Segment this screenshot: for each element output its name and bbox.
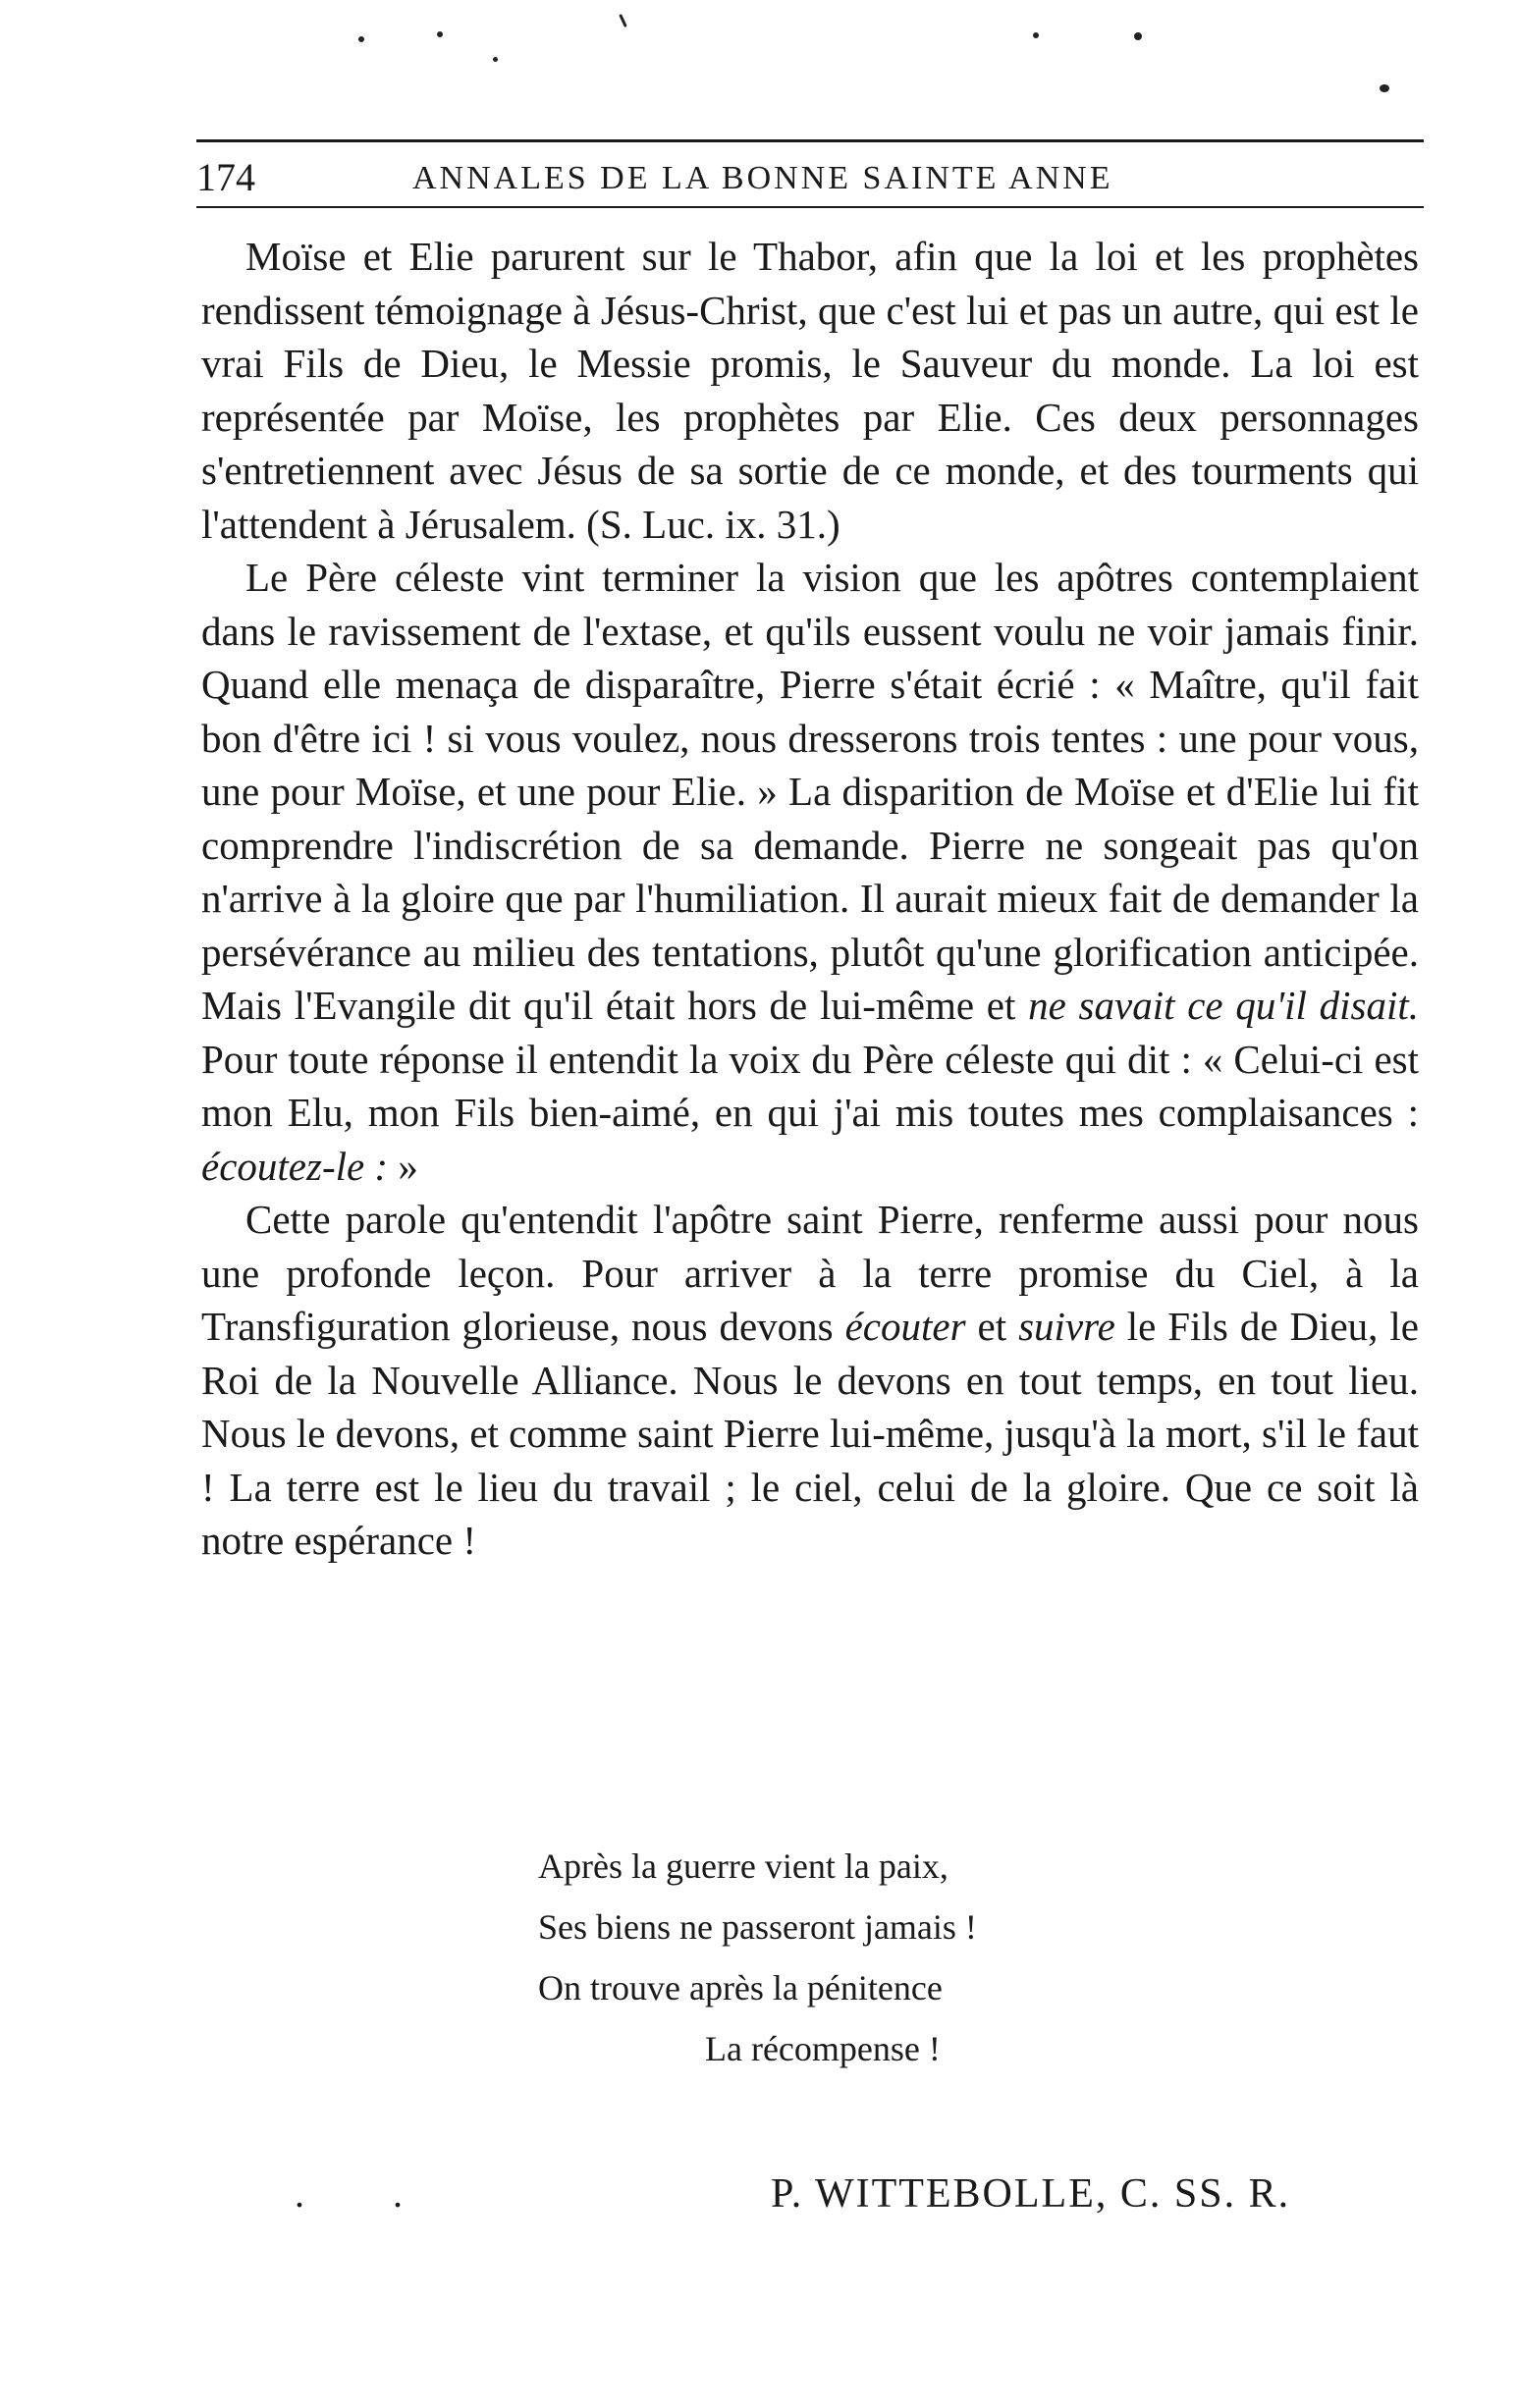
paragraph-3-text-end: le Fils de Dieu, le Roi de la Nouvelle Alliance. Nous le devons en tout temps, en tout lieu. Nous le devons, et comme saint Pierre lui-même, jusqu'à la mort, s'il le faut ! La terre est le lieu du travail ; le ciel, celui de la gloire. Que ce soit là notre espérance ! [201, 1304, 1419, 1563]
verse-line: Ses biens ne passeront jamais ! [538, 1907, 977, 1947]
paragraph-2 [201, 551, 1419, 1193]
paragraph-3-text-middle: et [965, 1304, 1019, 1349]
verse-line: Après la guerre vient la paix, [538, 1846, 948, 1886]
print-speck [493, 57, 498, 62]
page-number: 174 [196, 155, 255, 199]
paragraph-3-text-start: Cette parole qu'entendit l'apôtre saint Pierre, renferme aussi pour nous une profonde leçon. Pour arriver à la terre promise du Ciel, à la Transfiguration glorieuse, nous devons [201, 1197, 1419, 1349]
closing-verse [538, 1836, 1225, 2079]
body-text [201, 230, 1419, 1568]
header-rule-bottom [196, 206, 1424, 208]
print-speck [358, 36, 364, 42]
print-speck [619, 14, 627, 27]
paragraph-3-italic-suivre: suivre [1018, 1304, 1115, 1349]
header-rule-top [196, 139, 1424, 142]
paragraph-2-italic-quote: ne savait ce qu'il disait. [1028, 983, 1419, 1028]
paragraph-1-text: Moïse et Elie parurent sur le Thabor, afin que la loi et les prophètes rendissent témoignage à Jésus-Christ, que c'est lui et pas un autre, qui est le vrai Fils de Dieu, le Messie promis, le Sauveur du monde. La loi est représentée par Moïse, les prophètes par Elie. Ces deux personnages s'entretiennent avec Jésus de sa sortie de ce monde, et des tourments qui l'attendent à Jérusalem. (S. Luc. ix. 31.) [201, 234, 1419, 547]
print-speck [1033, 32, 1039, 38]
paragraph-3 [201, 1193, 1419, 1568]
paragraph-2-italic-command: écoutez-le : [201, 1143, 389, 1189]
print-speck [1380, 84, 1389, 92]
paragraph-2-text-start: Le Père céleste vint terminer la vision que les apôtres contemplaient dans le ravissement de l'extase, et qu'ils eussent voulu ne voir jamais finir. Quand elle menaça de disparaître, Pierre s'était écrié : « Maître, qu'il fait bon d'être ici ! si vous voulez, nous dresserons trois tentes : une pour vous, une pour Moïse, et une pour Elie. » La disparition de Moïse et d'Elie lui fit comprendre l'indiscrétion de sa demande. Pierre ne songeait pas qu'on n'arrive à la gloire que par l'humiliation. Il aurait mieux fait de demander la persévérance au milieu des tentations, plutôt qu'une glorification anticipée. Mais l'Evangile dit qu'il était hors de lui-même et [201, 555, 1419, 1028]
verse-line: On trouve après la pénitence [538, 1968, 943, 2007]
author-signature: P. WITTEBOLLE, C. SS. R. [771, 2171, 1291, 2217]
paragraph-1 [201, 230, 1419, 551]
verse-line: La récompense ! [705, 2029, 941, 2068]
paragraph-2-text-end: » [388, 1143, 418, 1189]
print-speck [437, 31, 443, 37]
paragraph-3-italic-ecouter: écouter [844, 1304, 966, 1349]
running-title: ANNALES DE LA BONNE SAINTE ANNE [412, 160, 1113, 196]
page-header [196, 139, 1424, 208]
paragraph-2-text-middle: Pour toute réponse il entendit la voix du Père céleste qui dit : « Celui-ci est mon Elu, mon Fils bien-aimé, en qui j'ai mis toutes mes complaisances : [201, 1036, 1419, 1135]
print-speck [1134, 32, 1142, 40]
signature-marks: . . [295, 2171, 442, 2216]
